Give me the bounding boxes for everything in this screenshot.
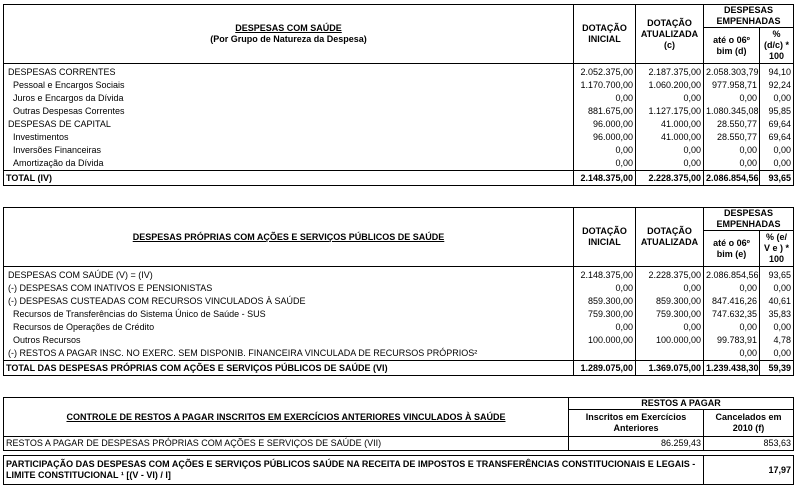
t1-cell-ate: 0,00 <box>704 92 760 105</box>
t1-row <box>4 118 794 131</box>
t1-title: DESPESAS COM SAÚDE <box>235 23 342 33</box>
t1-cell-label: Amortização da Dívida <box>4 157 574 171</box>
t2-row <box>4 308 794 321</box>
t2-row <box>4 282 794 295</box>
t1-cell-label: DESPESAS CORRENTES <box>4 64 574 80</box>
t1-cell-label: Juros e Encargos da Dívida <box>4 92 574 105</box>
t1-cell-inicial: 0,00 <box>574 144 636 157</box>
t2-cell-inicial: 100.000,00 <box>574 334 636 347</box>
t1-cell-label: Investimentos <box>4 131 574 144</box>
t2-cell-atualizada: 759.300,00 <box>636 308 704 321</box>
t1-row <box>4 131 794 144</box>
t2-cell-pct: 35,83 <box>760 308 794 321</box>
t1-cell-inicial: 0,00 <box>574 157 636 171</box>
t2-total-row <box>4 361 794 376</box>
t2-cell-pct: 0,00 <box>760 321 794 334</box>
t1-cell-pct: 0,00 <box>760 157 794 171</box>
t2-total-atualizada: 1.369.075,00 <box>636 361 704 376</box>
t2-cell-label: (-) RESTOS A PAGAR INSC. NO EXERC. SEM DISPONIB. FINANCEIRA VINCULADA DE RECURSOS PRÓPRIOS² <box>4 347 574 361</box>
t2-cell-label: (-) DESPESAS CUSTEADAS COM RECURSOS VINCULADOS À SAÚDE <box>4 295 574 308</box>
t3-row-inscritos: 86.259,43 <box>569 437 704 451</box>
t1-cell-label: Pessoal e Encargos Sociais <box>4 79 574 92</box>
t1-cell-ate: 28.550,77 <box>704 131 760 144</box>
t1-row <box>4 79 794 92</box>
t2-cell-pct: 4,78 <box>760 334 794 347</box>
t1-cell-inicial: 0,00 <box>574 92 636 105</box>
t1-total-label: TOTAL (IV) <box>4 171 574 186</box>
t1-cell-pct: 95,85 <box>760 105 794 118</box>
t2-row <box>4 295 794 308</box>
t1-cell-atualizada: 2.187.375,00 <box>636 64 704 80</box>
t1-cell-atualizada: 0,00 <box>636 92 704 105</box>
t2-cell-ate: 747.632,35 <box>704 308 760 321</box>
restos-a-pagar-table <box>3 397 794 451</box>
t1-total-atualizada: 2.228.375,00 <box>636 171 704 186</box>
t1-cell-pct: 94,10 <box>760 64 794 80</box>
t1-cell-atualizada: 1.127.175,00 <box>636 105 704 118</box>
t1-row <box>4 144 794 157</box>
t1-cell-inicial: 96.000,00 <box>574 118 636 131</box>
t2-cell-ate: 0,00 <box>704 347 760 361</box>
t1-row <box>4 64 794 80</box>
t1-row <box>4 105 794 118</box>
t2-cell-ate: 847.416,26 <box>704 295 760 308</box>
t2-cell-label: (-) DESPESAS COM INATIVOS E PENSIONISTAS <box>4 282 574 295</box>
t1-cell-ate: 28.550,77 <box>704 118 760 131</box>
t2-col-dotacao-atualizada: DOTAÇÃO ATUALIZADA <box>636 208 704 267</box>
t2-cell-ate: 0,00 <box>704 321 760 334</box>
t1-total-ate: 2.086.854,56 <box>704 171 760 186</box>
t2-cell-atualizada: 859.300,00 <box>636 295 704 308</box>
t1-total-pct: 93,65 <box>760 171 794 186</box>
t1-cell-inicial: 1.170.700,00 <box>574 79 636 92</box>
t1-col-ate: até o 06º bim (d) <box>704 28 760 64</box>
t2-col-dotacao-inicial: DOTAÇÃO INICIAL <box>574 208 636 267</box>
t2-cell-label: DESPESAS COM SAÚDE (V) = (IV) <box>4 267 574 283</box>
t3-col-restos: RESTOS A PAGAR <box>569 398 794 410</box>
t2-title-cell <box>4 208 574 267</box>
t2-col-empenhadas: DESPESAS EMPENHADAS <box>704 208 794 231</box>
t2-cell-inicial: 2.148.375,00 <box>574 267 636 283</box>
t1-cell-inicial: 881.675,00 <box>574 105 636 118</box>
t1-cell-label: DESPESAS DE CAPITAL <box>4 118 574 131</box>
t1-row <box>4 157 794 171</box>
t2-cell-inicial <box>574 347 636 361</box>
t2-cell-atualizada: 2.228.375,00 <box>636 267 704 283</box>
t2-cell-ate: 99.783,91 <box>704 334 760 347</box>
t1-total-inicial: 2.148.375,00 <box>574 171 636 186</box>
t1-row <box>4 92 794 105</box>
t3-col-cancelados: Cancelados em 2010 (f) <box>704 410 794 437</box>
t3-row <box>4 437 794 451</box>
t1-col-empenhadas: DESPESAS EMPENHADAS <box>704 5 794 28</box>
t1-cell-inicial: 96.000,00 <box>574 131 636 144</box>
t1-cell-ate: 0,00 <box>704 157 760 171</box>
t1-cell-pct: 69,64 <box>760 131 794 144</box>
t2-cell-label: Outros Recursos <box>4 334 574 347</box>
t1-col-dotacao-atualizada: DOTAÇÃO ATUALIZADA (c) <box>636 5 704 64</box>
t2-cell-inicial: 859.300,00 <box>574 295 636 308</box>
t2-total-inicial: 1.289.075,00 <box>574 361 636 376</box>
t3-col-inscritos: Inscritos em Exercícios Anteriores <box>569 410 704 437</box>
t1-subtitle: (Por Grupo de Natureza da Despesa) <box>210 34 367 44</box>
t1-cell-atualizada: 0,00 <box>636 144 704 157</box>
despesas-saude-table <box>3 4 794 186</box>
t2-cell-pct: 0,00 <box>760 347 794 361</box>
t1-cell-ate: 1.080.345,08 <box>704 105 760 118</box>
t2-cell-ate: 2.086.854,56 <box>704 267 760 283</box>
t2-cell-inicial: 759.300,00 <box>574 308 636 321</box>
t2-cell-atualizada: 0,00 <box>636 282 704 295</box>
t1-cell-atualizada: 0,00 <box>636 157 704 171</box>
t2-cell-atualizada: 100.000,00 <box>636 334 704 347</box>
t2-row <box>4 267 794 283</box>
t2-cell-pct: 40,61 <box>760 295 794 308</box>
t1-cell-ate: 0,00 <box>704 144 760 157</box>
t4-value: 17,97 <box>704 456 794 485</box>
t2-cell-atualizada <box>636 347 704 361</box>
t3-title: CONTROLE DE RESTOS A PAGAR INSCRITOS EM EXERCÍCIOS ANTERIORES VINCULADOS À SAÚDE <box>66 411 506 422</box>
t2-cell-inicial: 0,00 <box>574 282 636 295</box>
participacao-table <box>3 455 794 485</box>
t2-cell-ate: 0,00 <box>704 282 760 295</box>
t2-cell-pct: 0,00 <box>760 282 794 295</box>
t2-row <box>4 321 794 334</box>
t2-cell-atualizada: 0,00 <box>636 321 704 334</box>
t1-cell-label: Outras Despesas Correntes <box>4 105 574 118</box>
despesas-proprias-table <box>3 207 794 376</box>
t2-cell-pct: 93,65 <box>760 267 794 283</box>
t1-cell-ate: 977.958,71 <box>704 79 760 92</box>
t3-title-cell <box>4 398 569 437</box>
t1-cell-atualizada: 41.000,00 <box>636 131 704 144</box>
t4-label: PARTICIPAÇÃO DAS DESPESAS COM AÇÕES E SERVIÇOS PÚBLICOS SAÚDE NA RECEITA DE IMPOSTOS E TRANSFERÊNCIAS CONSTITUCIONAIS E LEGAIS - LIMITE CONSTITUCIONAL ¹ [(V - VI) / I] <box>4 456 704 485</box>
t2-total-pct: 59,39 <box>760 361 794 376</box>
t1-cell-atualizada: 41.000,00 <box>636 118 704 131</box>
t3-row-label: RESTOS A PAGAR DE DESPESAS PRÓPRIAS COM AÇÕES E SERVIÇOS DE SAÚDE (VII) <box>4 437 569 451</box>
t2-col-pct: % (e/ V e ) * 100 <box>760 231 794 267</box>
t1-cell-pct: 92,24 <box>760 79 794 92</box>
t1-col-pct: % (d/c) * 100 <box>760 28 794 64</box>
t1-title-cell <box>4 5 574 64</box>
t1-cell-inicial: 2.052.375,00 <box>574 64 636 80</box>
t2-row <box>4 334 794 347</box>
t1-cell-pct: 0,00 <box>760 144 794 157</box>
t2-total-label: TOTAL DAS DESPESAS PRÓPRIAS COM AÇÕES E SERVIÇOS PÚBLICOS DE SAÚDE (VI) <box>4 361 574 376</box>
t1-cell-atualizada: 1.060.200,00 <box>636 79 704 92</box>
t2-cell-label: Recursos de Transferências do Sistema Único de Saúde - SUS <box>4 308 574 321</box>
t2-cell-label: Recursos de Operações de Crédito <box>4 321 574 334</box>
t1-col-dotacao-inicial: DOTAÇÃO INICIAL <box>574 5 636 64</box>
t2-col-ate: até o 06º bim (e) <box>704 231 760 267</box>
t3-row-cancelados: 853,63 <box>704 437 794 451</box>
t1-cell-ate: 2.058.303,79 <box>704 64 760 80</box>
t2-row <box>4 347 794 361</box>
t1-cell-pct: 69,64 <box>760 118 794 131</box>
t1-cell-label: Inversões Financeiras <box>4 144 574 157</box>
t1-cell-pct: 0,00 <box>760 92 794 105</box>
t2-title: DESPESAS PRÓPRIAS COM AÇÕES E SERVIÇOS PÚBLICOS DE SAÚDE <box>132 231 445 242</box>
t2-cell-inicial: 0,00 <box>574 321 636 334</box>
t2-total-ate: 1.239.438,30 <box>704 361 760 376</box>
t1-total-row <box>4 171 794 186</box>
